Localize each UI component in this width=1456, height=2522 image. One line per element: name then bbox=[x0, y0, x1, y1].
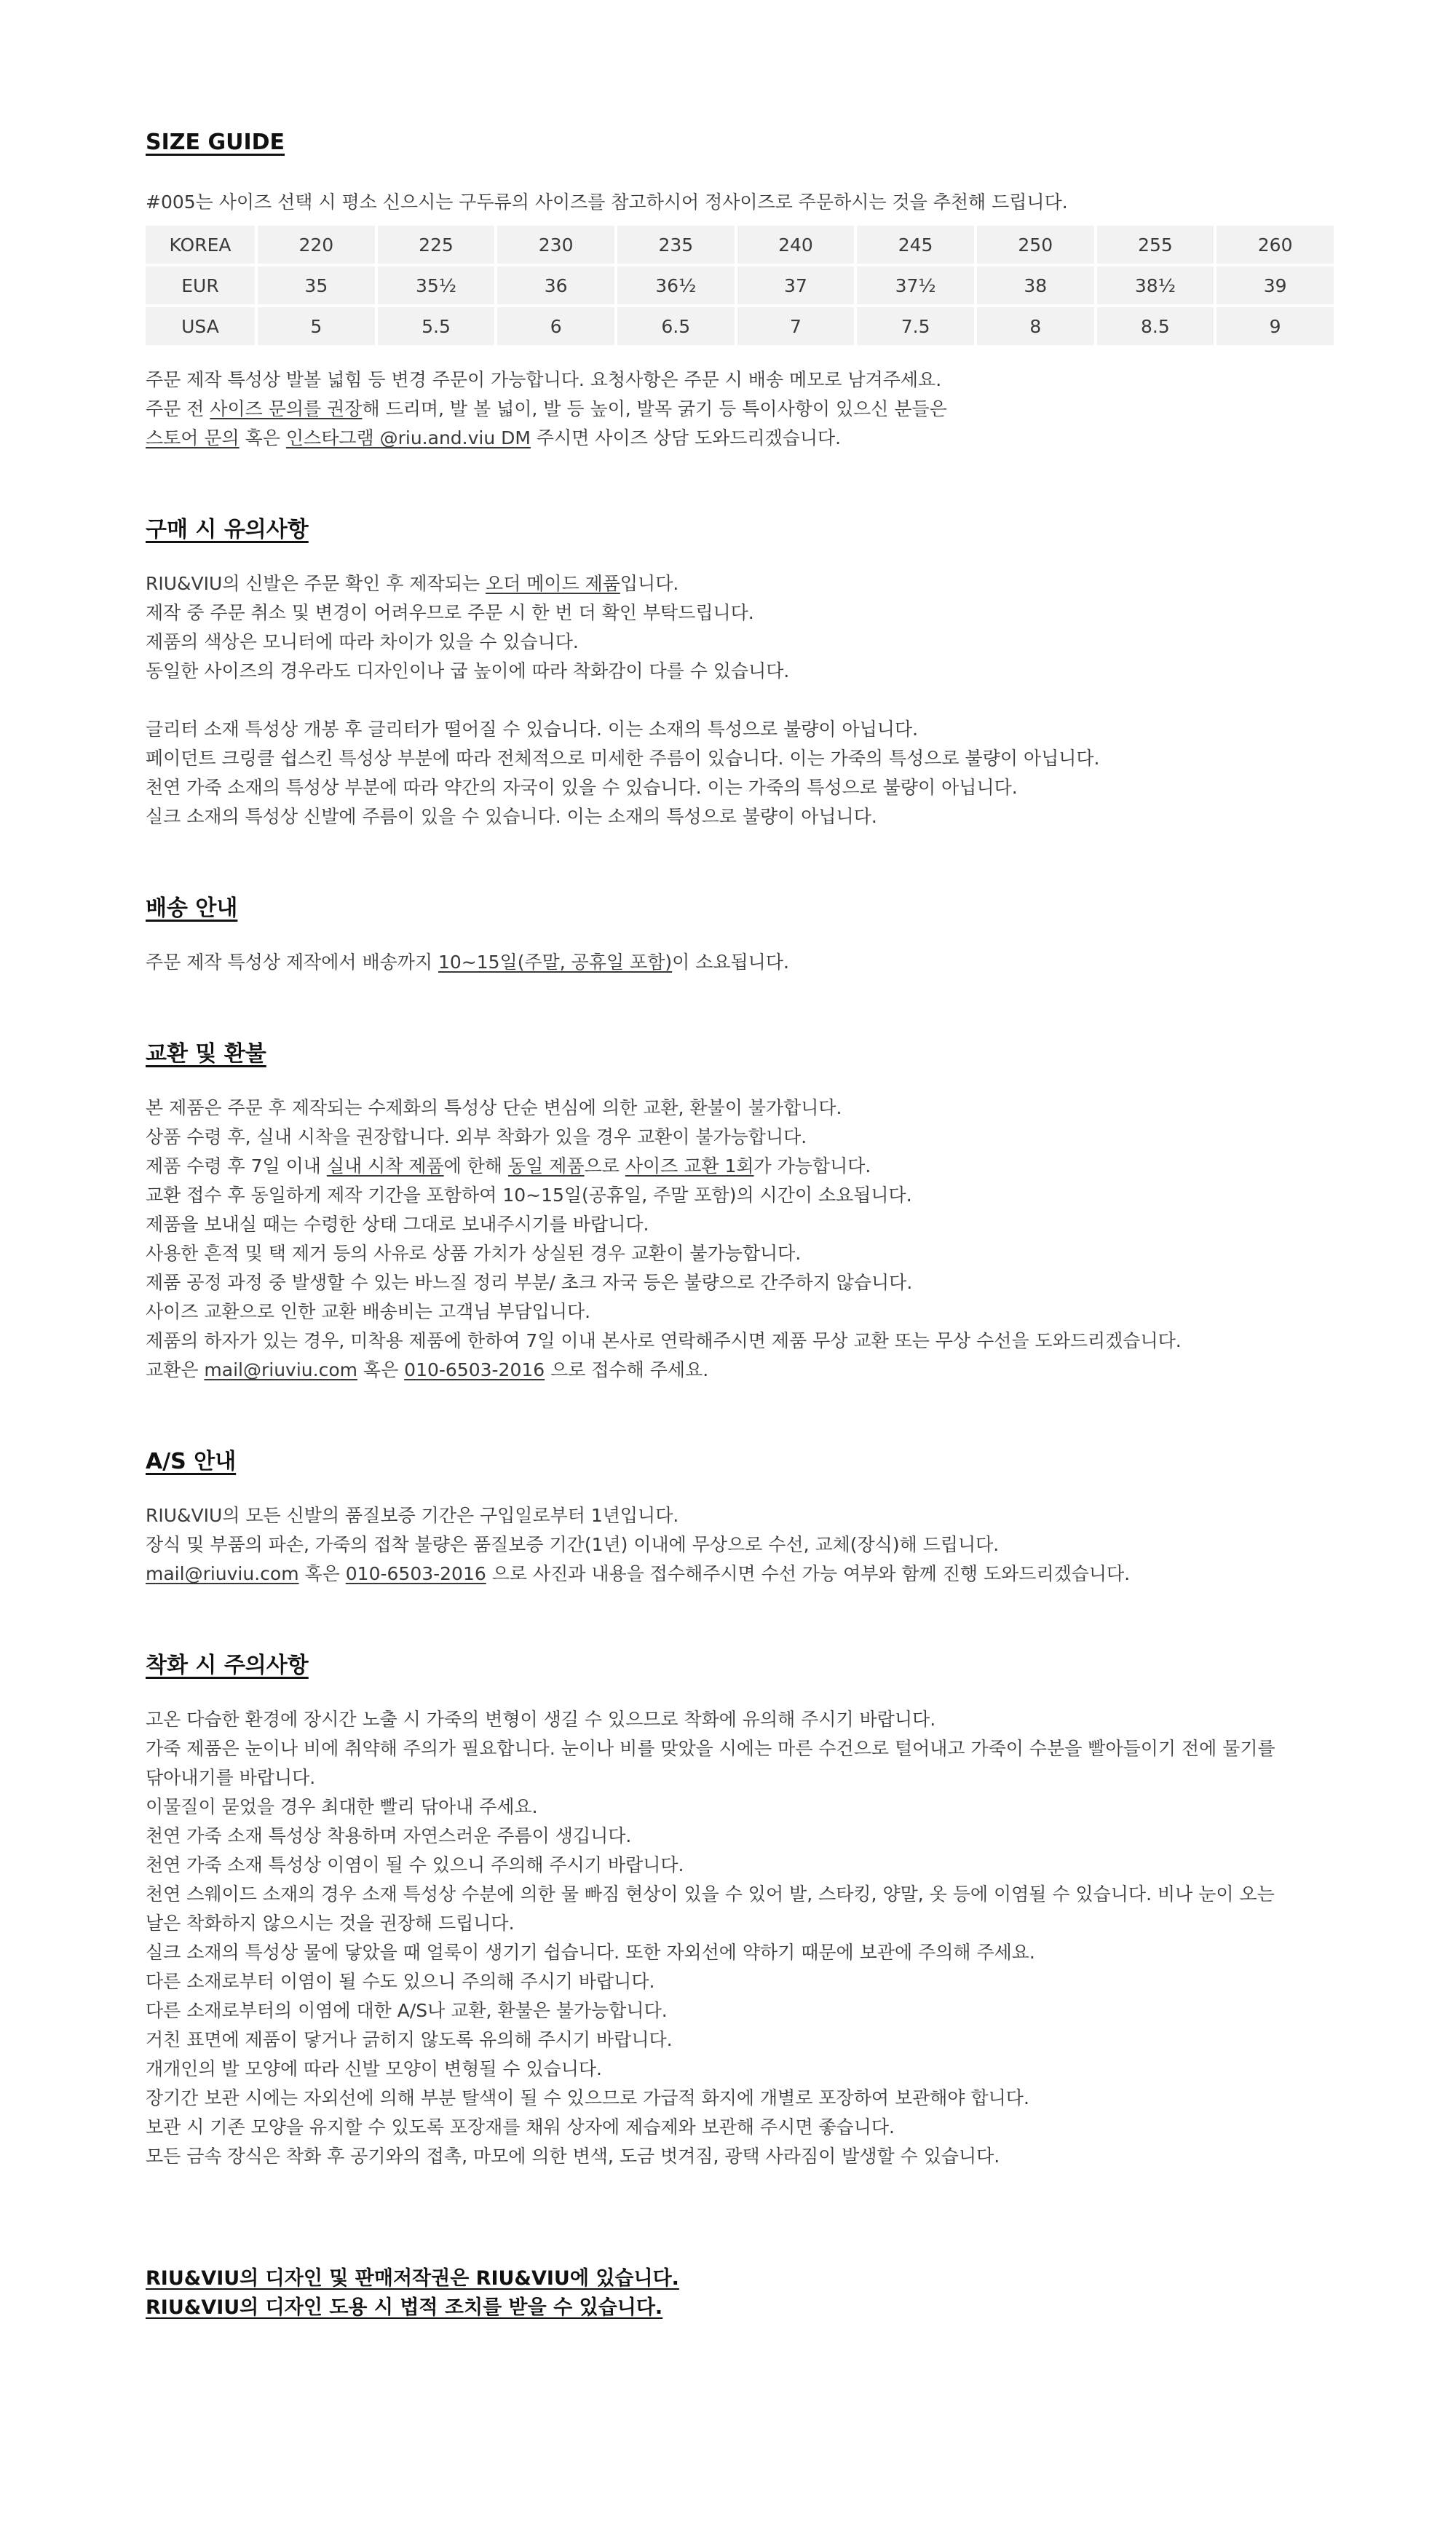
size-cell: 35½ bbox=[378, 266, 495, 304]
exchange-line-4: 교환 접수 후 동일하게 제작 기간을 포함하여 10~15일(공휴일, 주말 포함)의 시간이 소요됩니다. bbox=[146, 1185, 912, 1206]
wearing-line-11: 다른 소재로부터의 이염에 대한 A/S나 교환, 환불은 불가능합니다. bbox=[146, 2000, 668, 2021]
size-cell: 225 bbox=[378, 226, 495, 264]
shipping-title: 배송 안내 bbox=[146, 896, 238, 921]
blank-line bbox=[146, 686, 1340, 715]
size-cell: 235 bbox=[617, 226, 735, 264]
purchase-line-5: 글리터 소재 특성상 개봉 후 글리터가 떨어질 수 있습니다. 이는 소재의 특성으로 불량이 아닙니다. bbox=[146, 719, 919, 740]
as-notes bbox=[146, 1501, 1340, 1589]
size-cell: 6.5 bbox=[617, 307, 735, 345]
size-cell: 38½ bbox=[1097, 266, 1214, 304]
wearing-line-1: 고온 다습한 환경에 장시간 노출 시 가죽의 변형이 생길 수 있으므로 착화에 유의해 주시기 바랍니다. bbox=[146, 1709, 936, 1730]
wearing-notes bbox=[146, 1705, 1340, 2171]
as-phone-link[interactable]: 010-6503-2016 bbox=[345, 1563, 486, 1584]
size-cell: 8 bbox=[977, 307, 1094, 345]
indoor-try-on-text: 실내 시착 제품 bbox=[326, 1155, 444, 1177]
wearing-line-16: 모든 금속 장식은 착화 후 공기와의 접촉, 마모에 의한 변색, 도금 벗겨짐, 광택 사라짐이 발생할 수 있습니다. bbox=[146, 2146, 1000, 2167]
purchase-line-7: 천연 가죽 소재의 특성상 부분에 따라 약간의 자국이 있을 수 있습니다. 이는 가죽의 특성으로 불량이 아닙니다. bbox=[146, 777, 1018, 798]
purchase-line-1 bbox=[146, 569, 1340, 598]
exchange-line-5: 제품을 보내실 때는 수령한 상태 그대로 보내주시기를 바랍니다. bbox=[146, 1214, 649, 1235]
size-cell: 245 bbox=[857, 226, 974, 264]
exchange-line-6: 사용한 흔적 및 택 제거 등의 사유로 상품 가치가 상실된 경우 교환이 불가능합니다. bbox=[146, 1243, 802, 1264]
wearing-line-7: 천연 스웨이드 소재의 경우 소재 특성상 수분에 의한 물 빠짐 현상이 있을 수 있어 발, 스타킹, 양말, 옷 등에 이염될 수 있습니다. 비나 눈이 오는 bbox=[146, 1883, 1275, 1905]
one-size-exchange-text: 사이즈 교환 1회 bbox=[625, 1155, 754, 1177]
exchange-line-2: 상품 수령 후, 실내 시착을 권장합니다. 외부 착화가 있을 경우 교환이 불가능합니다. bbox=[146, 1126, 807, 1147]
purchase-line-6: 페이던트 크링클 쉽스킨 특성상 부분에 따라 전체적으로 미세한 주름이 있습니다. 이는 가죽의 특성으로 불량이 아닙니다. bbox=[146, 748, 1100, 769]
size-row-label: USA bbox=[146, 307, 255, 345]
exchange-title: 교환 및 환불 bbox=[146, 1041, 266, 1067]
purchase-line-1-b: 입니다. bbox=[620, 573, 679, 594]
exchange-line-7: 제품 공정 과정 중 발생할 수 있는 바느질 정리 부분/ 초크 자국 등은 불량으로 간주하지 않습니다. bbox=[146, 1272, 913, 1293]
shipping-notes bbox=[146, 948, 1340, 977]
size-guide-notes bbox=[146, 365, 1340, 453]
order-made-text: 오더 메이드 제품 bbox=[485, 573, 620, 594]
size-note-2-text: 주문 전 bbox=[146, 398, 210, 419]
shipping-line-1-a: 주문 제작 특성상 제작에서 배송까지 bbox=[146, 952, 438, 973]
size-cell: 230 bbox=[497, 226, 614, 264]
wearing-line-12: 거친 표면에 제품이 닿거나 긁히지 않도록 유의해 주시기 바랍니다. bbox=[146, 2029, 673, 2050]
as-email-link[interactable]: mail@riuviu.com bbox=[146, 1563, 299, 1584]
wearing-line-3: 닦아내기를 바랍니다. bbox=[146, 1767, 316, 1788]
size-row-korea bbox=[146, 226, 1334, 264]
exchange-line-10-c: 으로 접수해 주세요. bbox=[545, 1359, 709, 1380]
copyright-line-2: RIU&VIU의 디자인 도용 시 법적 조치를 받을 수 있습니다. bbox=[146, 2296, 663, 2319]
purchase-line-4: 동일한 사이즈의 경우라도 디자인이나 굽 높이에 따라 착화감이 다를 수 있습니다. bbox=[146, 660, 790, 681]
exchange-line-10 bbox=[146, 1356, 1340, 1385]
size-note-3-mid: 혹은 bbox=[239, 427, 286, 448]
as-line-3-b: 으로 사진과 내용을 접수해주시면 수선 가능 여부와 함께 진행 도와드리겠습니다. bbox=[486, 1563, 1131, 1584]
size-cell: 255 bbox=[1097, 226, 1214, 264]
wearing-line-2: 가죽 제품은 눈이나 비에 취약해 주의가 필요합니다. 눈이나 비를 맞았을 시에는 마른 수건으로 털어내고 가죽이 수분을 빨아들이기 전에 물기를 bbox=[146, 1738, 1275, 1759]
exchange-line-3-b: 에 한해 bbox=[443, 1155, 508, 1177]
exchange-line-1: 본 제품은 주문 후 제작되는 수제화의 특성상 단순 변심에 의한 교환, 환불이 불가합니다. bbox=[146, 1097, 842, 1118]
copyright-notice bbox=[146, 2264, 679, 2323]
exchange-line-3-a: 제품 수령 후 7일 이내 bbox=[146, 1155, 327, 1177]
size-note-3-end: 주시면 사이즈 상담 도와드리겠습니다. bbox=[530, 427, 842, 448]
purchase-line-1-a: RIU&VIU의 신발은 주문 확인 후 제작되는 bbox=[146, 573, 486, 594]
copyright-line-1: RIU&VIU의 디자인 및 판매저작권은 RIU&VIU에 있습니다. bbox=[146, 2267, 679, 2290]
size-cell: 240 bbox=[737, 226, 855, 264]
size-cell: 35 bbox=[258, 266, 375, 304]
purchase-line-3: 제품의 색상은 모니터에 따라 차이가 있을 수 있습니다. bbox=[146, 631, 579, 652]
size-cell: 37 bbox=[737, 266, 855, 304]
size-cell: 5.5 bbox=[378, 307, 495, 345]
size-cell: 250 bbox=[977, 226, 1094, 264]
size-cell: 37½ bbox=[857, 266, 974, 304]
size-cell: 6 bbox=[497, 307, 614, 345]
as-line-3-a: 혹은 bbox=[298, 1563, 346, 1584]
exchange-phone-link[interactable]: 010-6503-2016 bbox=[404, 1359, 545, 1380]
size-cell: 36 bbox=[497, 266, 614, 304]
wearing-line-5: 천연 가죽 소재 특성상 착용하며 자연스러운 주름이 생깁니다. bbox=[146, 1825, 632, 1846]
exchange-line-3-c: 으로 bbox=[584, 1155, 625, 1177]
size-cell: 7 bbox=[737, 307, 855, 345]
size-cell: 9 bbox=[1216, 307, 1334, 345]
exchange-line-9: 제품의 하자가 있는 경우, 미착용 제품에 한하여 7일 이내 본사로 연락해주시면 제품 무상 교환 또는 무상 수선을 도와드리겠습니다. bbox=[146, 1330, 1182, 1351]
wearing-line-4: 이물질이 묻었을 경우 최대한 빨리 닦아내 주세요. bbox=[146, 1796, 538, 1817]
size-cell: 220 bbox=[258, 226, 375, 264]
shipping-line-1-b: 이 소요됩니다. bbox=[672, 952, 789, 973]
wearing-title: 착화 시 주의사항 bbox=[146, 1653, 309, 1678]
exchange-line-3-d: 가 가능합니다. bbox=[753, 1155, 871, 1177]
size-guide-intro-text: #005는 사이즈 선택 시 평소 신으시는 구두류의 사이즈를 참고하시어 정사이즈로 주문하시는 것을 추천해 드립니다. bbox=[146, 191, 1068, 213]
as-line-3 bbox=[146, 1560, 1340, 1589]
instagram-dm-link[interactable]: 인스타그램 @riu.and.viu DM bbox=[285, 427, 531, 448]
wearing-line-8: 날은 착화하지 않으시는 것을 권장해 드립니다. bbox=[146, 1913, 515, 1934]
size-guide-intro bbox=[146, 188, 1340, 217]
wearing-line-10: 다른 소재로부터 이염이 될 수도 있으니 주의해 주시기 바랍니다. bbox=[146, 1971, 655, 1992]
size-note-3 bbox=[146, 424, 1340, 453]
exchange-notes bbox=[146, 1094, 1340, 1385]
size-row-label: EUR bbox=[146, 266, 255, 304]
as-line-1: RIU&VIU의 모든 신발의 품질보증 기간은 구입일로부터 1년입니다. bbox=[146, 1505, 679, 1526]
size-note-2 bbox=[146, 395, 1340, 424]
size-row-usa bbox=[146, 307, 1334, 345]
wearing-line-15: 보관 시 기존 모양을 유지할 수 있도록 포장재를 채워 상자에 제습제와 보관해 주시면 좋습니다. bbox=[146, 2116, 895, 2138]
wearing-line-6: 천연 가죽 소재 특성상 이염이 될 수 있으니 주의해 주시기 바랍니다. bbox=[146, 1854, 684, 1875]
size-row-label: KOREA bbox=[146, 226, 255, 264]
purchase-line-2: 제작 중 주문 취소 및 변경이 어려우므로 주문 시 한 번 더 확인 부탁드립니다. bbox=[146, 602, 754, 623]
purchase-title: 구매 시 유의사항 bbox=[146, 517, 309, 542]
shipping-duration: 10~15일(주말, 공휴일 포함) bbox=[438, 952, 673, 973]
exchange-line-10-b: 혹은 bbox=[357, 1359, 405, 1380]
size-cell: 39 bbox=[1216, 266, 1334, 304]
wearing-line-13: 개개인의 발 모양에 따라 신발 모양이 변형될 수 있습니다. bbox=[146, 2058, 602, 2079]
wearing-line-9: 실크 소재의 특성상 물에 닿았을 때 얼룩이 생기기 쉽습니다. 또한 자외선에 약하기 때문에 보관에 주의해 주세요. bbox=[146, 1942, 1035, 1963]
size-cell: 5 bbox=[258, 307, 375, 345]
size-cell: 7.5 bbox=[857, 307, 974, 345]
exchange-email-link[interactable]: mail@riuviu.com bbox=[204, 1359, 357, 1380]
size-cell: 8.5 bbox=[1097, 307, 1214, 345]
size-note-2-text-b: 해 드리며, 발 볼 넓이, 발 등 높이, 발목 굵기 등 특이사항이 있으신 분들은 bbox=[362, 398, 947, 419]
exchange-line-3 bbox=[146, 1152, 1340, 1181]
wearing-line-14: 장기간 보관 시에는 자외선에 의해 부분 탈색이 될 수 있으므로 가급적 화지에 개별로 포장하여 보관해야 합니다. bbox=[146, 2087, 1029, 2108]
size-cell: 260 bbox=[1216, 226, 1334, 264]
size-row-eur bbox=[146, 266, 1334, 304]
same-product-text: 동일 제품 bbox=[508, 1155, 585, 1177]
size-note-1: 주문 제작 특성상 발볼 넓힘 등 변경 주문이 가능합니다. 요청사항은 주문 시 배송 메모로 남겨주세요. bbox=[146, 369, 942, 390]
size-cell: 36½ bbox=[617, 266, 735, 304]
purchase-notes bbox=[146, 569, 1340, 831]
purchase-line-8: 실크 소재의 특성상 신발에 주름이 있을 수 있습니다. 이는 소재의 특성으로 불량이 아닙니다. bbox=[146, 806, 877, 827]
store-inquiry-link[interactable]: 스토어 문의 bbox=[146, 427, 240, 448]
as-title: A/S 안내 bbox=[146, 1449, 237, 1474]
size-guide-title: SIZE GUIDE bbox=[146, 130, 285, 155]
exchange-line-8: 사이즈 교환으로 인한 교환 배송비는 고객님 부담입니다. bbox=[146, 1301, 591, 1322]
size-inquiry-link[interactable]: 사이즈 문의를 권장 bbox=[210, 398, 363, 419]
shipping-line-1 bbox=[146, 948, 1340, 977]
exchange-line-10-a: 교환은 bbox=[146, 1359, 205, 1380]
size-table bbox=[143, 223, 1337, 348]
size-cell: 38 bbox=[977, 266, 1094, 304]
as-line-2: 장식 및 부품의 파손, 가죽의 접착 불량은 품질보증 기간(1년) 이내에 무상으로 수선, 교체(장식)해 드립니다. bbox=[146, 1534, 1000, 1555]
